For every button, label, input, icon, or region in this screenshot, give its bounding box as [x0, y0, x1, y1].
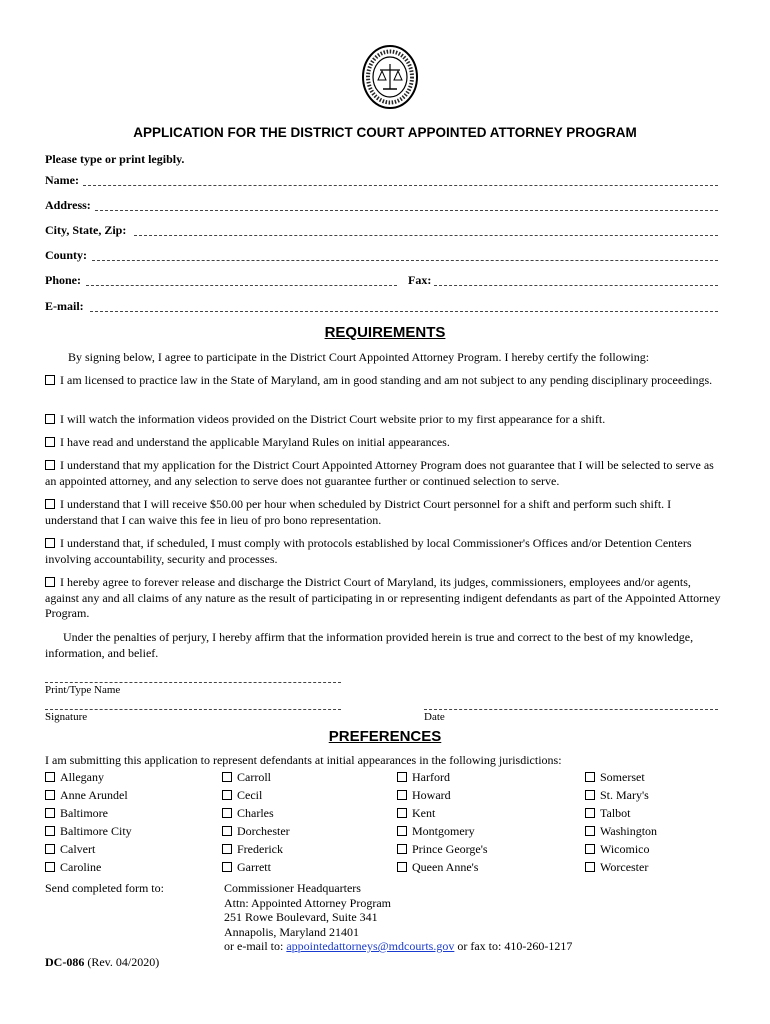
jurisdiction-label: Baltimore [60, 806, 108, 820]
email-field[interactable] [90, 311, 718, 312]
form-title: APPLICATION FOR THE DISTRICT COURT APPOINTED ATTORNEY PROGRAM [133, 125, 637, 140]
email-label: E-mail: [45, 299, 84, 313]
jurisdiction-option[interactable] [222, 770, 271, 785]
jurisdiction-checkbox[interactable] [397, 808, 407, 818]
date-label: Date [424, 711, 445, 723]
jurisdiction-label: Anne Arundel [60, 788, 128, 802]
county-field[interactable] [92, 260, 718, 261]
jurisdiction-checkbox[interactable] [585, 862, 595, 872]
jurisdiction-option[interactable] [222, 824, 290, 839]
address-line: Annapolis, Maryland 21401 [224, 924, 359, 939]
jurisdiction-checkbox[interactable] [397, 844, 407, 854]
jurisdiction-label: Prince George's [412, 842, 488, 856]
phone-label: Phone: [45, 273, 81, 287]
address-label: Address: [45, 198, 91, 212]
print-name-field[interactable] [45, 682, 341, 683]
jurisdiction-option[interactable] [397, 788, 451, 803]
preferences-intro: I am submitting this application to represent defendants at initial appearances in the following jurisdictions: [45, 753, 562, 767]
requirement-item: I hereby agree to forever release and discharge the District Court of Maryland, its judges, commissioners, employees and/or agents, against any and all claims of any nature as the result of participating in or representing indigent defendants as part of the Appointed Attorney Program. [45, 575, 721, 620]
jurisdiction-checkbox[interactable] [45, 844, 55, 854]
jurisdiction-option[interactable] [45, 860, 101, 875]
address-field[interactable] [95, 210, 718, 211]
jurisdiction-checkbox[interactable] [45, 772, 55, 782]
instruction-text: Please type or print legibly. [45, 152, 185, 166]
jurisdiction-option[interactable] [585, 806, 631, 821]
jurisdiction-option[interactable] [397, 860, 478, 875]
requirement-item: I understand that my application for the District Court Appointed Attorney Program does not guarantee that I will be selected to serve as an appointed attorney, and any selection to serve does not guarantee further or continued selection to serve. [45, 458, 714, 488]
jurisdiction-label: Calvert [60, 842, 96, 856]
requirements-heading: REQUIREMENTS [324, 324, 446, 341]
jurisdiction-checkbox[interactable] [222, 808, 232, 818]
address-line: Commissioner Headquarters [224, 881, 361, 895]
phone-field[interactable] [86, 285, 397, 286]
jurisdiction-label: Howard [412, 788, 451, 802]
city-state-zip-label: City, State, Zip: [45, 223, 127, 237]
email-link[interactable]: appointedattorneys@mdcourts.gov [286, 939, 455, 953]
requirement-checkbox[interactable] [45, 375, 55, 385]
jurisdiction-checkbox[interactable] [585, 844, 595, 854]
jurisdiction-option[interactable] [222, 788, 262, 803]
jurisdiction-label: Cecil [237, 788, 263, 802]
jurisdiction-label: Charles [237, 806, 274, 820]
jurisdiction-label: St. Mary's [600, 788, 649, 802]
jurisdiction-label: Allegany [60, 770, 104, 784]
name-label: Name: [45, 173, 79, 187]
jurisdiction-checkbox[interactable] [222, 862, 232, 872]
jurisdiction-checkbox[interactable] [45, 808, 55, 818]
print-name-label: Print/Type Name [45, 684, 121, 696]
date-field[interactable] [424, 709, 718, 710]
requirement-item: I understand that, if scheduled, I must comply with protocols established by local Commissioner's Offices and/or Detention Centers involving accountability, security and processes. [45, 536, 692, 566]
form-footer [45, 955, 159, 970]
jurisdiction-checkbox[interactable] [397, 790, 407, 800]
perjury-affirmation: Under the penalties of perjury, I hereby affirm that the information provided herein is true and correct to the best of my knowledge, information, and belief. [45, 630, 694, 660]
jurisdiction-option[interactable] [45, 806, 108, 821]
district-court-seal [361, 44, 419, 110]
jurisdiction-option[interactable] [45, 824, 132, 839]
jurisdiction-checkbox[interactable] [45, 826, 55, 836]
jurisdiction-option[interactable] [397, 824, 475, 839]
signature-label: Signature [45, 711, 88, 723]
address-line: Attn: Appointed Attorney Program [224, 895, 391, 910]
jurisdiction-checkbox[interactable] [585, 790, 595, 800]
jurisdiction-checkbox[interactable] [222, 826, 232, 836]
county-label: County: [45, 248, 88, 262]
jurisdiction-label: Carroll [237, 770, 271, 784]
requirement-item: I have read and understand the applicable Maryland Rules on initial appearances. [45, 435, 725, 451]
jurisdiction-checkbox[interactable] [45, 790, 55, 800]
name-field[interactable] [83, 185, 718, 186]
requirement-checkbox[interactable] [45, 414, 55, 424]
jurisdiction-label: Harford [412, 770, 450, 784]
jurisdiction-checkbox[interactable] [585, 826, 595, 836]
requirement-checkbox[interactable] [45, 538, 55, 548]
jurisdiction-label: Queen Anne's [412, 860, 479, 874]
preferences-heading: PREFERENCES [328, 728, 442, 745]
requirement-checkbox[interactable] [45, 499, 55, 509]
fax-label: Fax: [408, 273, 432, 287]
requirement-item: I will watch the information videos provided on the District Court website prior to my first appearance for a shift. [45, 412, 725, 428]
send-address [224, 881, 572, 954]
jurisdiction-option[interactable] [585, 824, 657, 839]
jurisdiction-label: Caroline [60, 860, 102, 874]
jurisdiction-label: Kent [412, 806, 436, 820]
requirement-checkbox[interactable] [45, 460, 55, 470]
jurisdiction-option[interactable] [585, 770, 645, 785]
form-id: DC-086 [45, 955, 85, 969]
jurisdiction-option[interactable] [222, 842, 283, 857]
jurisdiction-option[interactable] [222, 806, 274, 821]
jurisdiction-checkbox[interactable] [222, 790, 232, 800]
send-label: Send completed form to: [45, 881, 164, 895]
jurisdiction-option[interactable] [222, 860, 271, 875]
form-revision: (Rev. 04/2020) [87, 955, 160, 969]
requirement-item: I am licensed to practice law in the State of Maryland, am in good standing and am not subject to any pending disciplinary proceedings. [45, 373, 725, 389]
jurisdiction-checkbox[interactable] [222, 772, 232, 782]
jurisdiction-option[interactable] [585, 788, 649, 803]
jurisdiction-checkbox[interactable] [397, 772, 407, 782]
jurisdiction-label: Dorchester [237, 824, 290, 838]
jurisdiction-label: Baltimore City [60, 824, 132, 838]
jurisdiction-checkbox[interactable] [585, 808, 595, 818]
jurisdiction-checkbox[interactable] [222, 844, 232, 854]
jurisdiction-option[interactable] [397, 806, 435, 821]
jurisdiction-label: Talbot [600, 806, 631, 820]
requirements-intro: By signing below, I agree to participate in the District Court Appointed Attorney Program. I hereby certify the following: [68, 350, 650, 364]
requirement-checkbox[interactable] [45, 577, 55, 587]
jurisdiction-option[interactable] [585, 860, 648, 875]
jurisdiction-option[interactable] [397, 842, 488, 857]
jurisdiction-label: Somerset [600, 770, 645, 784]
jurisdiction-option[interactable] [45, 842, 95, 857]
jurisdiction-option[interactable] [45, 788, 128, 803]
requirement-checkbox[interactable] [45, 437, 55, 447]
jurisdiction-option[interactable] [397, 770, 450, 785]
jurisdiction-label: Garrett [237, 860, 271, 874]
fax-field[interactable] [434, 285, 718, 286]
jurisdiction-option[interactable] [45, 770, 104, 785]
requirement-item: I understand that I will receive $50.00 per hour when scheduled by District Court personnel for a shift and perform such shift. I understand that I can waive this fee in lieu of pro bono representation. [45, 497, 672, 527]
signature-field[interactable] [45, 709, 341, 710]
jurisdiction-label: Worcester [600, 860, 649, 874]
jurisdiction-checkbox[interactable] [397, 862, 407, 872]
jurisdiction-label: Frederick [237, 842, 283, 856]
jurisdiction-label: Washington [600, 824, 658, 838]
email-fax-line: or e-mail to: appointedattorneys@mdcourts.gov or fax to: 410-260-1217 [224, 939, 573, 953]
city-state-zip-field[interactable] [134, 235, 718, 236]
jurisdiction-label: Wicomico [600, 842, 650, 856]
jurisdiction-label: Montgomery [412, 824, 475, 838]
jurisdiction-option[interactable] [585, 842, 650, 857]
jurisdiction-checkbox[interactable] [585, 772, 595, 782]
jurisdiction-checkbox[interactable] [45, 862, 55, 872]
jurisdiction-checkbox[interactable] [397, 826, 407, 836]
address-line: 251 Rowe Boulevard, Suite 341 [224, 910, 378, 924]
